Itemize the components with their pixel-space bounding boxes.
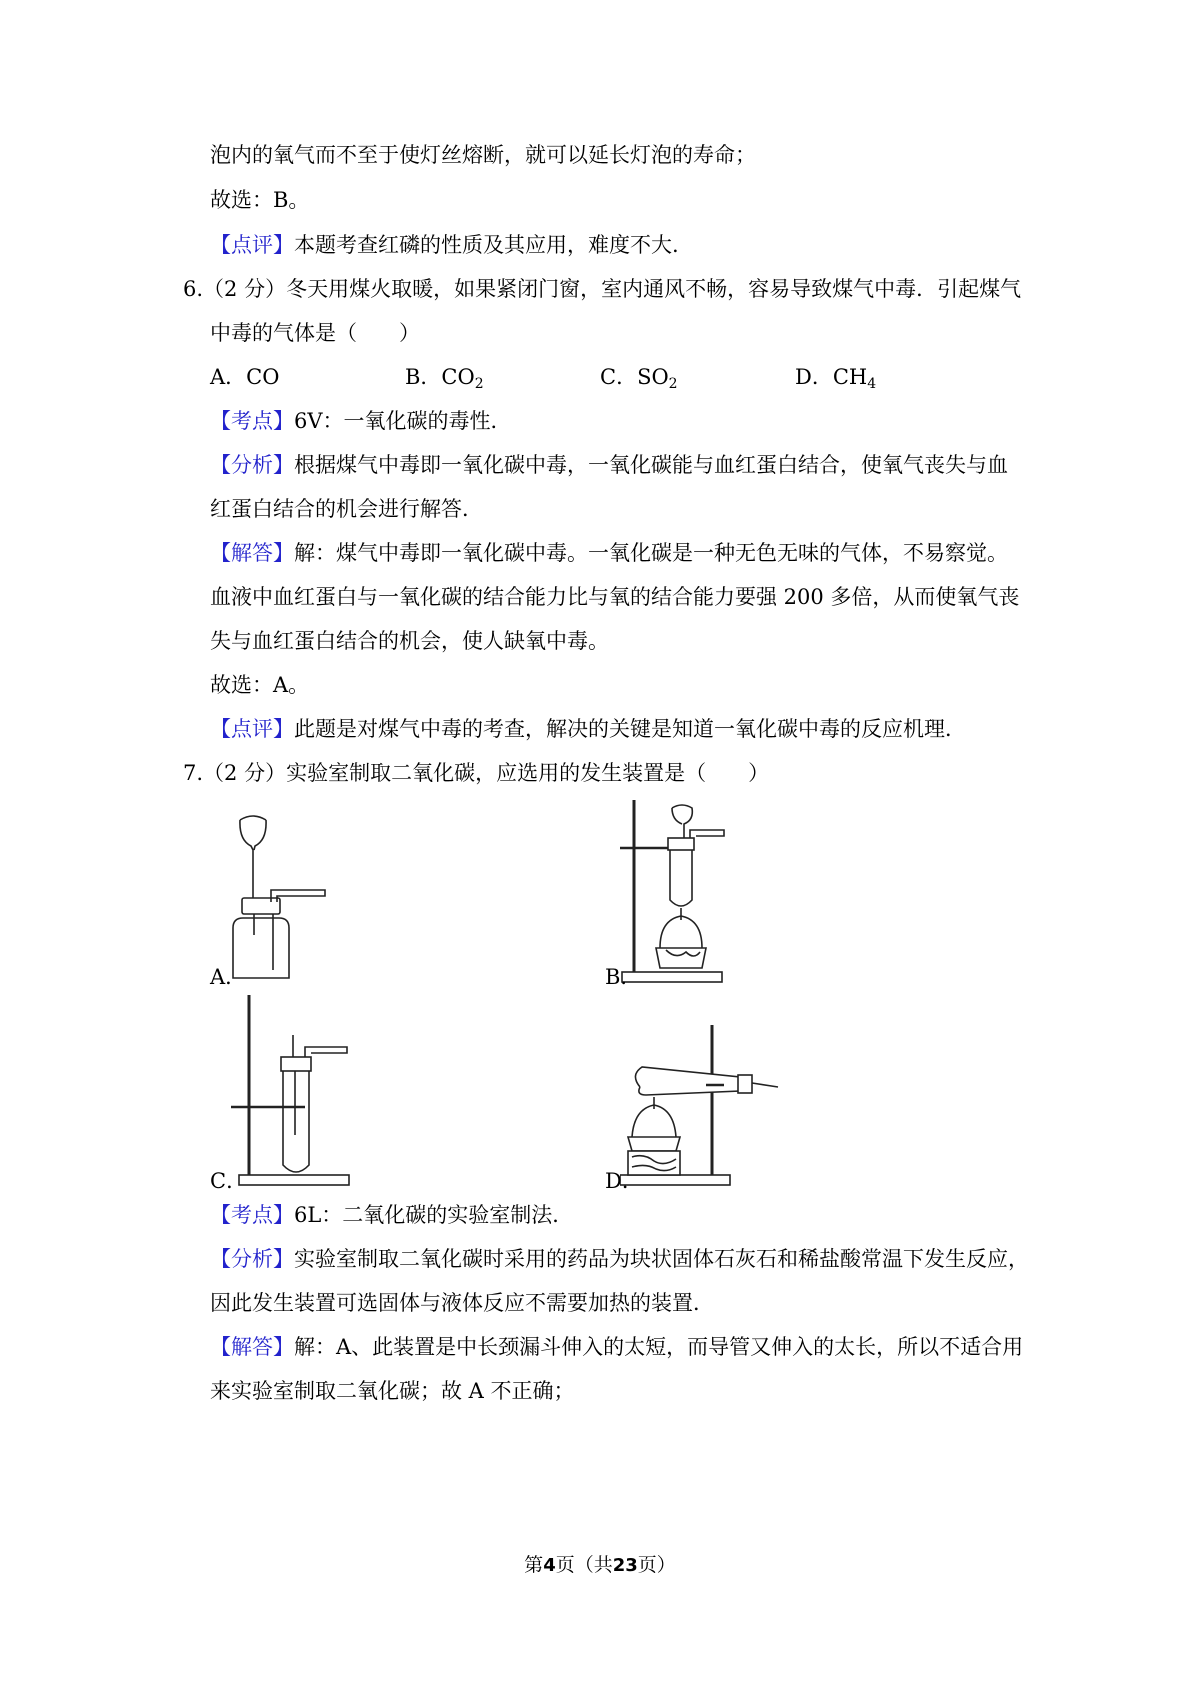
option-d-subscript: 4 <box>867 376 877 392</box>
analysis-line <box>210 450 1008 480</box>
analysis-tag: 【分析】 <box>210 453 294 477</box>
solution-tag: 【解答】 <box>210 541 294 565</box>
figure-label-b: B． <box>605 965 642 989</box>
option-c-subscript: 2 <box>668 376 678 392</box>
solution-line-cont: 失与血红蛋白结合的机会，使人缺氧中毒。 <box>210 629 609 653</box>
page-total: 23 <box>612 1555 638 1576</box>
solution-text: 解：A、此装置是中长颈漏斗伸入的太短，而导管又伸入的太长，所以不适合用 <box>294 1335 1024 1359</box>
option-b-subscript: 2 <box>474 376 484 392</box>
point-text: 6L：二氧化碳的实验室制法． <box>294 1203 574 1227</box>
question-6-stem-cont: 中毒的气体是（ ） <box>210 321 420 345</box>
analysis-tag: 【分析】 <box>210 1247 294 1271</box>
footer-suffix: 页） <box>637 1554 676 1576</box>
option-a: A．CO <box>210 365 280 389</box>
option-b <box>405 362 484 392</box>
option-d <box>795 362 876 392</box>
option-b-text: B．CO <box>405 365 475 389</box>
comment-text: 此题是对煤气中毒的考查，解决的关键是知道一氧化碳中毒的反应机理． <box>294 717 966 741</box>
point-tag: 【考点】 <box>210 1203 294 1227</box>
analysis-line <box>210 1244 1029 1274</box>
comment-line <box>210 714 966 744</box>
solution-line <box>210 538 1008 568</box>
comment-line <box>210 230 679 260</box>
analysis-text: 实验室制取二氧化碳时采用的药品为块状固体石灰石和稀盐酸常温下发生反应， <box>294 1247 1029 1271</box>
option-c <box>600 362 678 392</box>
comment-tag: 【点评】 <box>210 717 294 741</box>
analysis-text: 根据煤气中毒即一氧化碳中毒，一氧化碳能与血红蛋白结合，使氧气丧失与血 <box>294 453 1008 477</box>
point-text: 6V：一氧化碳的毒性． <box>294 409 512 433</box>
option-c-text: C．SO <box>600 365 669 389</box>
apparatus-d-figure <box>620 1025 780 1195</box>
point-tag: 【考点】 <box>210 409 294 433</box>
footer-prefix: 第 <box>524 1554 544 1576</box>
point-line <box>210 1200 573 1230</box>
question-6-stem: 6.（2 分）冬天用煤火取暖，如果紧闭门窗，室内通风不畅，容易导致煤气中毒．引起煤气 <box>183 277 1022 301</box>
page-number: 4 <box>543 1555 556 1576</box>
apparatus-c-figure <box>225 995 355 1195</box>
solution-line-cont: 血液中血红蛋白与一氧化碳的结合能力比与氧的结合能力要强 200 多倍，从而使氧气丧 <box>210 585 1020 609</box>
figure-label-d: D． <box>605 1169 643 1193</box>
answer-line: 故选：B。 <box>210 188 310 212</box>
footer-mid: 页（共 <box>555 1554 613 1576</box>
analysis-line-cont: 红蛋白结合的机会进行解答． <box>210 497 483 521</box>
answer-line: 故选：A。 <box>210 673 310 697</box>
option-d-text: D．CH <box>795 365 868 389</box>
solution-tag: 【解答】 <box>210 1335 294 1359</box>
question-7-stem: 7.（2 分）实验室制取二氧化碳，应选用的发生装置是（ ） <box>183 761 770 785</box>
text-line: 泡内的氧气而不至于使灯丝熔断，就可以延长灯泡的寿命； <box>210 143 756 167</box>
solution-line-cont: 来实验室制取二氧化碳；故 A 不正确； <box>210 1379 575 1403</box>
comment-tag: 【点评】 <box>210 233 294 257</box>
solution-line <box>210 1332 1023 1362</box>
comment-text: 本题考查红磷的性质及其应用，难度不大. <box>294 233 679 257</box>
figure-label-c: C． <box>210 1169 248 1193</box>
page-footer <box>0 1550 1200 1577</box>
figure-label-a: A． <box>210 965 247 989</box>
analysis-line-cont: 因此发生装置可选固体与液体反应不需要加热的装置． <box>210 1291 714 1315</box>
apparatus-b-figure <box>620 800 770 1000</box>
point-line <box>210 406 512 436</box>
solution-text: 解：煤气中毒即一氧化碳中毒。一氧化碳是一种无色无味的气体，不易察觉。 <box>294 541 1008 565</box>
